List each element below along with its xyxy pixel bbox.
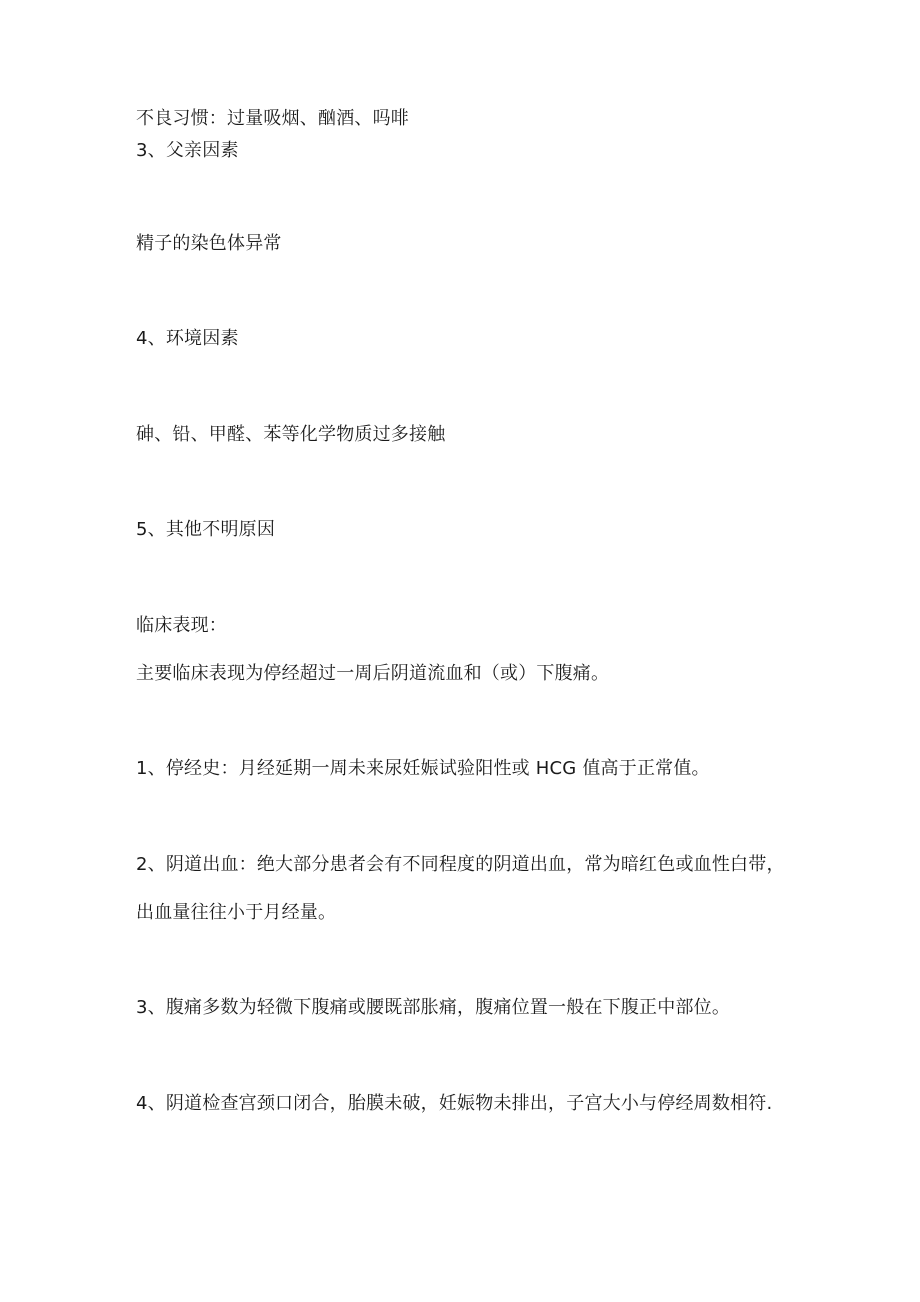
sperm-chromosome-line: 精子的染色体异常 xyxy=(136,233,282,254)
bleeding-volume-line: 出血量往往小于月经量。 xyxy=(136,902,337,923)
chemical-exposure-line: 砷、铅、甲醛、苯等化学物质过多接触 xyxy=(136,424,446,445)
amenorrhea-history-line: 1、停经史：月经延期一周未来尿妊娠试验阳性或 HCG 值高于正常值。 xyxy=(136,758,710,779)
vaginal-exam-line: 4、阴道检查宫颈口闭合，胎膜未破，妊娠物未排出，子宫大小与停经周数相符. xyxy=(136,1093,773,1114)
environment-factors-heading: 4、环境因素 xyxy=(136,328,239,349)
clinical-manifestation-heading: 临床表现： xyxy=(136,615,227,636)
father-factors-heading: 3、父亲因素 xyxy=(136,140,239,161)
abdominal-pain-line: 3、腹痛多数为轻微下腹痛或腰既部胀痛，腹痛位置一般在下腹正中部位。 xyxy=(136,997,731,1018)
other-causes-heading: 5、其他不明原因 xyxy=(136,519,276,540)
vaginal-bleeding-line: 2、阴道出血：绝大部分患者会有不同程度的阴道出血，常为暗红色或血性白带， xyxy=(136,854,785,875)
bad-habits-line: 不良习惯：过量吸烟、酗酒、吗啡 xyxy=(136,108,409,129)
main-manifestation-line: 主要临床表现为停经超过一周后阴道流血和（或）下腹痛。 xyxy=(136,663,610,684)
